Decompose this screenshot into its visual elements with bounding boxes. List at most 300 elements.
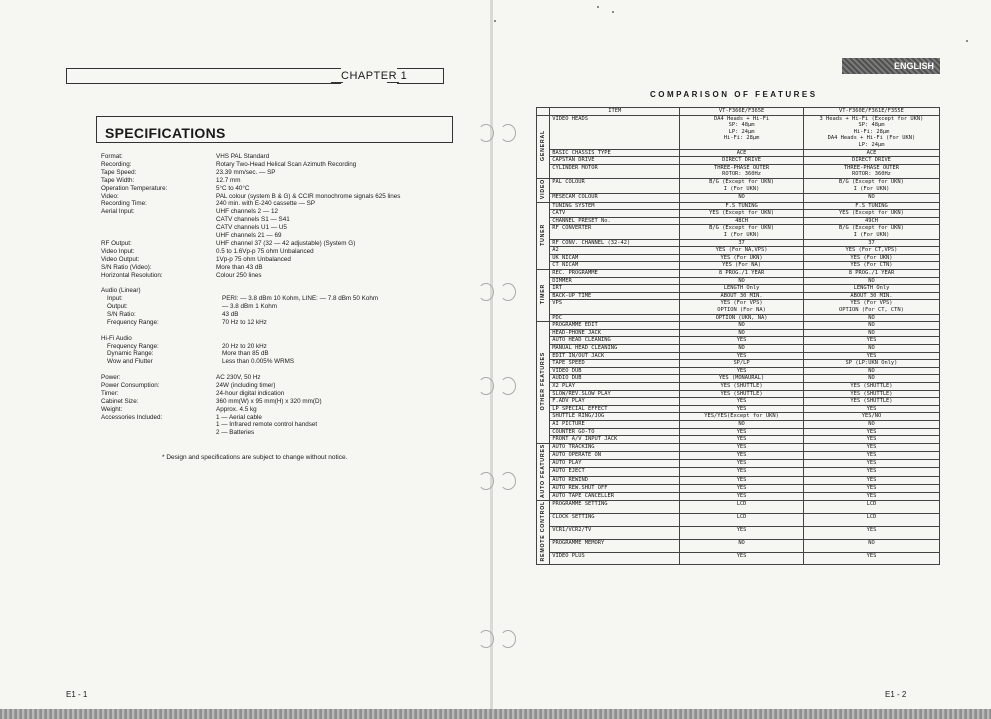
group-label: REMOTE CONTROL	[539, 501, 546, 562]
comparison-title: COMPARISON OF FEATURES	[650, 90, 818, 99]
comparison-row	[537, 178, 940, 193]
chapter-banner-right	[397, 68, 444, 84]
feature-name: CAPSTAN DRIVE	[550, 157, 680, 165]
comparison-row	[537, 436, 940, 444]
page-spine	[490, 0, 493, 719]
feature-value-v2: YES	[803, 460, 939, 468]
comparison-header-row	[537, 108, 940, 116]
feature-name: TAPE SPEED	[550, 360, 680, 368]
comparison-row	[537, 164, 940, 178]
feature-value-v2: NO	[803, 277, 939, 285]
spec-row	[101, 406, 472, 414]
scan-speck	[966, 40, 968, 42]
feature-name: COUNTER GO-TO	[550, 428, 680, 436]
chapter-label: CHAPTER 1	[341, 70, 408, 82]
scan-speck	[597, 6, 599, 8]
feature-value-v1: DA4 Heads + Hi-Fi SP: 48μm LP: 24μm Hi-Fi: 28μm	[680, 115, 804, 149]
spec-label: Accessories Included:	[101, 413, 163, 421]
feature-value-v1: YES	[680, 443, 804, 451]
feature-name: SLOW/REV.SLOW PLAY	[550, 390, 680, 398]
comparison-row	[537, 329, 940, 337]
feature-value-v1: THREE-PHASE OUTER ROTOR: 360Hz	[680, 164, 804, 178]
feature-value-v1: YES (Except for UKN)	[680, 210, 804, 218]
feature-value-v1: YES	[680, 484, 804, 492]
feature-value-v1: B/G (Except for UKN) I (For UKN)	[680, 225, 804, 239]
spec-value: Less than 0.005% WRMS	[222, 358, 295, 366]
feature-value-v2: NO	[803, 375, 939, 383]
feature-value-v1: OPTION (UKN, NA)	[680, 314, 804, 322]
comparison-row	[537, 217, 940, 225]
feature-value-v1: LCD	[680, 501, 804, 514]
comparison-row	[537, 149, 940, 157]
comparison-row	[537, 115, 940, 149]
comparison-table	[536, 107, 940, 565]
feature-name: LP SPECIAL EFFECT	[550, 405, 680, 413]
feature-value-v2: 8 PROG./1 YEAR	[803, 270, 939, 278]
spec-row	[101, 248, 472, 256]
feature-value-v2: 49CH	[803, 217, 939, 225]
comparison-row	[537, 157, 940, 165]
feature-value-v1: B/G (Except for UKN) I (For UKN)	[680, 178, 804, 193]
scan-speck	[494, 20, 496, 22]
spec-label	[101, 232, 216, 240]
feature-value-v1: NO	[680, 420, 804, 428]
group-label: GENERAL	[539, 129, 546, 161]
feature-value-v1: YES (For VPS) OPTION (For NA)	[680, 300, 804, 314]
feature-name: DIMMER	[550, 277, 680, 285]
feature-value-v1: YES	[680, 493, 804, 501]
feature-value-v1: YES (For NA)	[680, 262, 804, 270]
spec-value: 240 min. with E-240 cassette — SP	[216, 200, 316, 208]
comparison-row	[537, 460, 940, 468]
spec-value: 20 Hz to 20 kHz	[222, 342, 267, 350]
feature-value-v2: YES (Except for UKN)	[803, 210, 939, 218]
feature-name: CHANNEL PRESET No.	[550, 217, 680, 225]
specifications-footnote: * Design and specifications are subject to change without notice.	[162, 454, 348, 461]
spec-label: Recording Time:	[101, 200, 147, 208]
feature-name: AUTO EJECT	[550, 468, 680, 476]
feature-value-v1: NO	[680, 329, 804, 337]
feature-value-v1: YES	[680, 468, 804, 476]
spec-value: More than 85 dB	[222, 350, 269, 358]
feature-name: FRONT A/V INPUT JACK	[550, 436, 680, 444]
spec-row	[101, 343, 472, 351]
comparison-row	[537, 344, 940, 352]
spec-label: Format:	[101, 153, 123, 160]
spec-value: Approx. 4.5 kg	[216, 405, 257, 413]
feature-value-v2: YES/NO	[803, 413, 939, 421]
spec-row	[101, 232, 472, 240]
feature-value-v1: YES	[680, 436, 804, 444]
spec-value: Rotary Two-Head Helical Scan Azimuth Recording	[216, 160, 357, 168]
feature-value-v2: YES	[803, 493, 939, 501]
feature-name: MANUAL HEAD CLEANING	[550, 344, 680, 352]
feature-name: PROGRAMME MEMORY	[550, 539, 680, 552]
comparison-row	[537, 413, 940, 421]
comparison-row	[537, 277, 940, 285]
feature-value-v2: YES	[803, 468, 939, 476]
feature-value-v1: YES (SHUTTLE)	[680, 390, 804, 398]
comparison-row	[537, 360, 940, 368]
feature-value-v1: LCD	[680, 514, 804, 527]
comparison-row	[537, 382, 940, 390]
feature-value-v2: YES	[803, 451, 939, 459]
spec-label: Output:	[107, 303, 128, 311]
comparison-row	[537, 262, 940, 270]
spec-main-rows	[101, 153, 472, 280]
header-item: ITEM	[550, 108, 680, 116]
feature-value-v1: YES	[680, 428, 804, 436]
comparison-row	[537, 292, 940, 300]
comparison-row	[537, 194, 940, 202]
group-label-cell	[537, 270, 550, 322]
specifications-heading: SPECIFICATIONS	[96, 116, 453, 143]
spec-value: Colour 250 lines	[216, 271, 262, 279]
comparison-row	[537, 451, 940, 459]
spec-row	[101, 374, 472, 382]
comparison-row	[537, 300, 940, 314]
feature-value-v2: LENGTH Only	[803, 285, 939, 293]
feature-value-v1: LENGTH Only	[680, 285, 804, 293]
feature-name: RF CONV. CHANNEL (32-42)	[550, 239, 680, 247]
group-label-cell	[537, 501, 550, 565]
comparison-row	[537, 405, 940, 413]
feature-value-v2: YES	[803, 484, 939, 492]
feature-value-v1: 37	[680, 239, 804, 247]
feature-name: AI PICTURE	[550, 420, 680, 428]
spec-value: AC 230V, 50 Hz	[216, 374, 261, 382]
feature-name: VIDEO PLUS	[550, 552, 680, 565]
spec-value: 24W (including timer)	[216, 381, 276, 389]
spec-label: Wow and Flutter	[107, 358, 153, 366]
spec-label	[101, 216, 216, 224]
feature-name: VCR1/VCR2/TV	[550, 526, 680, 539]
feature-value-v2: YES (For VPS) OPTION (For CT, CTN)	[803, 300, 939, 314]
feature-value-v2: ACE	[803, 149, 939, 157]
spec-row	[101, 272, 472, 280]
feature-name: AUTO OPERATE ON	[550, 451, 680, 459]
feature-name: CLOCK SETTING	[550, 514, 680, 527]
feature-value-v2: LCD	[803, 501, 939, 514]
header-model-2: VT-F360E/F361E/F355E	[803, 108, 939, 116]
binding-hole	[500, 472, 516, 490]
spec-value: — 3.8 dBm 1 Kohm	[222, 303, 277, 311]
spec-label	[101, 224, 216, 232]
spec-label: RF Output:	[101, 239, 132, 247]
spec-value: 70 Hz to 12 kHz	[222, 318, 267, 326]
spec-label: Recording:	[101, 160, 132, 168]
feature-value-v2: NO	[803, 314, 939, 322]
group-label-cell	[537, 322, 550, 444]
feature-value-v1: YES	[680, 476, 804, 484]
spec-value: CATV channels S1 — S41	[216, 216, 290, 224]
feature-value-v2: NO	[803, 539, 939, 552]
spec-row	[101, 177, 472, 185]
spec-label: Power Consumption:	[101, 381, 160, 389]
feature-value-v1: YES	[680, 398, 804, 406]
feature-name: REC. PROGRAMME	[550, 270, 680, 278]
spec-hifi-rows	[101, 343, 472, 367]
feature-value-v2: YES	[803, 337, 939, 345]
feature-value-v2: NO	[803, 329, 939, 337]
feature-value-v2: YES	[803, 476, 939, 484]
spec-value: 24-hour digital indication	[216, 389, 285, 397]
feature-value-v2: YES	[803, 526, 939, 539]
binding-hole	[478, 124, 494, 142]
feature-name: AUTO TAPE CANCELLER	[550, 493, 680, 501]
binding-hole	[500, 377, 516, 395]
scan-speck	[612, 11, 614, 13]
spec-audio-rows	[101, 295, 472, 327]
spec-label	[101, 421, 216, 429]
spec-row	[101, 208, 472, 216]
comparison-row	[537, 254, 940, 262]
comparison-row	[537, 484, 940, 492]
group-header	[537, 108, 550, 116]
spec-row	[101, 303, 472, 311]
feature-name: CYLINDER MOTOR	[550, 164, 680, 178]
comparison-row	[537, 539, 940, 552]
spec-value: 5°C to 40°C	[216, 184, 250, 192]
scan-edge	[0, 709, 991, 719]
feature-value-v1: NO	[680, 194, 804, 202]
header-model-1: VT-F366E/F365E	[680, 108, 804, 116]
feature-value-v2: SP (LP:UKN Only)	[803, 360, 939, 368]
comparison-row	[537, 476, 940, 484]
spec-value: 43 dB	[222, 311, 239, 319]
feature-value-v1: ACE	[680, 149, 804, 157]
feature-value-v2: YES (For CT,VPS)	[803, 247, 939, 255]
binding-hole	[500, 630, 516, 648]
audio-linear-title: Audio (Linear)	[101, 287, 141, 295]
comparison-row	[537, 501, 940, 514]
feature-name: CT NICAM	[550, 262, 680, 270]
spec-value: 1 — Aerial cable	[216, 413, 262, 421]
spec-label: Video Output:	[101, 255, 140, 263]
spec-label: Dynamic Range:	[107, 350, 154, 358]
group-label-cell	[537, 178, 550, 202]
feature-value-v2: F.S TUNING	[803, 202, 939, 210]
spec-value: UHF channel 37 (32 — 42 adjustable) (System G)	[216, 239, 356, 247]
feature-value-v1: F.S TUNING	[680, 202, 804, 210]
spec-row	[101, 216, 472, 224]
feature-value-v2: LCD	[803, 514, 939, 527]
hifi-audio-title: Hi-Fi Audio	[101, 334, 132, 342]
spec-row	[101, 264, 472, 272]
feature-value-v2: NO	[803, 344, 939, 352]
spec-value: More than 43 dB	[216, 263, 263, 271]
group-label: TUNER	[539, 223, 546, 246]
feature-name: AUTO TRACKING	[550, 443, 680, 451]
feature-value-v1: YES	[680, 552, 804, 565]
feature-value-v1: SP/LP	[680, 360, 804, 368]
feature-value-v2: ABOUT 30 MIN.	[803, 292, 939, 300]
spec-value: 1 — Infrared remote control handset	[216, 421, 318, 429]
spec-label: Video Input:	[101, 247, 135, 255]
feature-value-v2: NO	[803, 367, 939, 375]
comparison-row	[537, 285, 940, 293]
feature-name: BACK-UP TIME	[550, 292, 680, 300]
feature-value-v2: YES	[803, 552, 939, 565]
feature-value-v1: YES/YES(Except for UKN)	[680, 413, 804, 421]
feature-value-v1: NO	[680, 322, 804, 330]
feature-name: VIDEO DUB	[550, 367, 680, 375]
feature-name: EDIT IN/OUT JACK	[550, 352, 680, 360]
feature-value-v1: NO	[680, 539, 804, 552]
feature-value-v2: 37	[803, 239, 939, 247]
comparison-row	[537, 428, 940, 436]
binding-hole	[500, 124, 516, 142]
spec-value: VHS PAL Standard	[216, 153, 270, 160]
comparison-row	[537, 420, 940, 428]
comparison-row	[537, 390, 940, 398]
comparison-row	[537, 352, 940, 360]
comparison-row	[537, 552, 940, 565]
feature-value-v1: NO	[680, 344, 804, 352]
feature-name: AUTO HEAD CLEANING	[550, 337, 680, 345]
feature-name: X2 PLAY	[550, 382, 680, 390]
spec-value: 360 mm(W) x 95 mm(H) x 320 mm(D)	[216, 397, 322, 405]
spec-value: 1Vp-p 75 ohm Unbalanced	[216, 255, 291, 263]
feature-value-v1: YES	[680, 451, 804, 459]
feature-name: PROGRAMME SETTING	[550, 501, 680, 514]
comparison-row	[537, 314, 940, 322]
spec-label: Horizontal Resolution:	[101, 271, 163, 279]
specifications-list	[101, 153, 472, 437]
feature-value-v2: YES (For UKN)	[803, 254, 939, 262]
feature-name: CATV	[550, 210, 680, 218]
spec-misc-rows	[101, 374, 472, 437]
feature-name: VPS	[550, 300, 680, 314]
spec-label: Frequency Range:	[107, 342, 159, 350]
comparison-row	[537, 247, 940, 255]
feature-name: MESECAM COLOUR	[550, 194, 680, 202]
feature-value-v2: NO	[803, 322, 939, 330]
spec-label: Aerial Input:	[101, 208, 135, 216]
feature-name: UK NICAM	[550, 254, 680, 262]
spec-row	[101, 185, 472, 193]
feature-name: IRT	[550, 285, 680, 293]
group-label-cell	[537, 202, 550, 269]
group-label: OTHER FEATURES	[539, 351, 546, 411]
feature-value-v1: YES (SHUTTLE)	[680, 382, 804, 390]
comparison-row	[537, 210, 940, 218]
feature-name: HEAD-PHONE JACK	[550, 329, 680, 337]
spec-row	[101, 295, 472, 303]
feature-value-v1: NO	[680, 277, 804, 285]
feature-value-v2: DIRECT DRIVE	[803, 157, 939, 165]
comparison-row	[537, 468, 940, 476]
feature-value-v2: NO	[803, 420, 939, 428]
comparison-row	[537, 337, 940, 345]
spec-row	[101, 358, 472, 366]
spec-row	[101, 224, 472, 232]
feature-name: AUTO PLAY	[550, 460, 680, 468]
comparison-row	[537, 239, 940, 247]
feature-name: F.ADV PLAY	[550, 398, 680, 406]
group-label-cell	[537, 115, 550, 178]
feature-name: AUTO REW.SHUT OFF	[550, 484, 680, 492]
spec-label: Weight:	[101, 405, 123, 413]
feature-value-v2: YES (For CTN)	[803, 262, 939, 270]
spec-label: Video:	[101, 192, 119, 200]
feature-value-v1: YES (For NA,VPS)	[680, 247, 804, 255]
feature-value-v2: YES (SHUTTLE)	[803, 382, 939, 390]
spec-label: Input:	[107, 295, 123, 303]
comparison-row	[537, 367, 940, 375]
feature-value-v1: YES	[680, 367, 804, 375]
spec-row	[101, 421, 472, 429]
feature-value-v1: YES (MONAURAL)	[680, 375, 804, 383]
feature-name: VIDEO HEADS	[550, 115, 680, 149]
binding-hole	[478, 283, 494, 301]
spec-row	[101, 200, 472, 208]
feature-value-v1: YES	[680, 460, 804, 468]
feature-value-v2: 3 Heads + Hi-Fi (Except for UKN) SP: 48μm Hi-Fi: 28μm DA4 Heads + Hi-Fi (For UKN) LP: 24μm	[803, 115, 939, 149]
binding-hole	[478, 472, 494, 490]
spec-row	[101, 161, 472, 169]
feature-value-v2: YES	[803, 436, 939, 444]
comparison-row	[537, 225, 940, 239]
group-label: TIMER	[539, 284, 546, 305]
feature-value-v1: YES	[680, 405, 804, 413]
spec-label: Tape Speed:	[101, 168, 137, 176]
feature-name: PROGRAMME EDIT	[550, 322, 680, 330]
spec-row	[101, 311, 472, 319]
comparison-row	[537, 398, 940, 406]
feature-value-v2: THREE-PHASE OUTER ROTOR: 360Hz	[803, 164, 939, 178]
spec-value: PAL colour (system B & G) & CCIR monochrome signals 625 lines	[216, 192, 401, 200]
feature-name: A2	[550, 247, 680, 255]
comparison-row	[537, 202, 940, 210]
spec-label: Timer:	[101, 389, 119, 397]
feature-value-v1: 8 PROG./1 YEAR	[680, 270, 804, 278]
spec-value: UHF channels 21 — 69	[216, 232, 282, 240]
spec-row	[101, 153, 472, 161]
spec-row	[101, 398, 472, 406]
feature-name: AUTO REWIND	[550, 476, 680, 484]
feature-value-v2: YES (SHUTTLE)	[803, 390, 939, 398]
binding-hole	[478, 630, 494, 648]
feature-name: AUDIO DUB	[550, 375, 680, 383]
spec-row	[101, 319, 472, 327]
comparison-row	[537, 493, 940, 501]
feature-value-v2: NO	[803, 194, 939, 202]
feature-value-v2: YES	[803, 352, 939, 360]
spec-label: S/N Ratio:	[107, 311, 136, 319]
comparison-row	[537, 322, 940, 330]
spec-value: UHF channels 2 — 12	[216, 208, 278, 216]
comparison-body	[537, 115, 940, 565]
page-number-right: E1 - 2	[885, 690, 907, 699]
feature-value-v1: DIRECT DRIVE	[680, 157, 804, 165]
spec-row	[101, 169, 472, 177]
spec-label: Operation Temperature:	[101, 184, 168, 192]
feature-value-v1: YES	[680, 337, 804, 345]
feature-value-v1: YES	[680, 526, 804, 539]
feature-value-v2: YES	[803, 428, 939, 436]
spec-row	[101, 414, 472, 422]
comparison-row	[537, 375, 940, 383]
comparison-row	[537, 514, 940, 527]
feature-value-v1: ABOUT 30 MIN.	[680, 292, 804, 300]
spec-label: Cabinet Size:	[101, 397, 139, 405]
spec-value: 0.5 to 1.6Vp-p 75 ohm Unbalanced	[216, 247, 314, 255]
spec-label	[101, 429, 216, 437]
spec-label: Power:	[101, 374, 121, 382]
feature-value-v1: 48CH	[680, 217, 804, 225]
spec-row	[101, 256, 472, 264]
